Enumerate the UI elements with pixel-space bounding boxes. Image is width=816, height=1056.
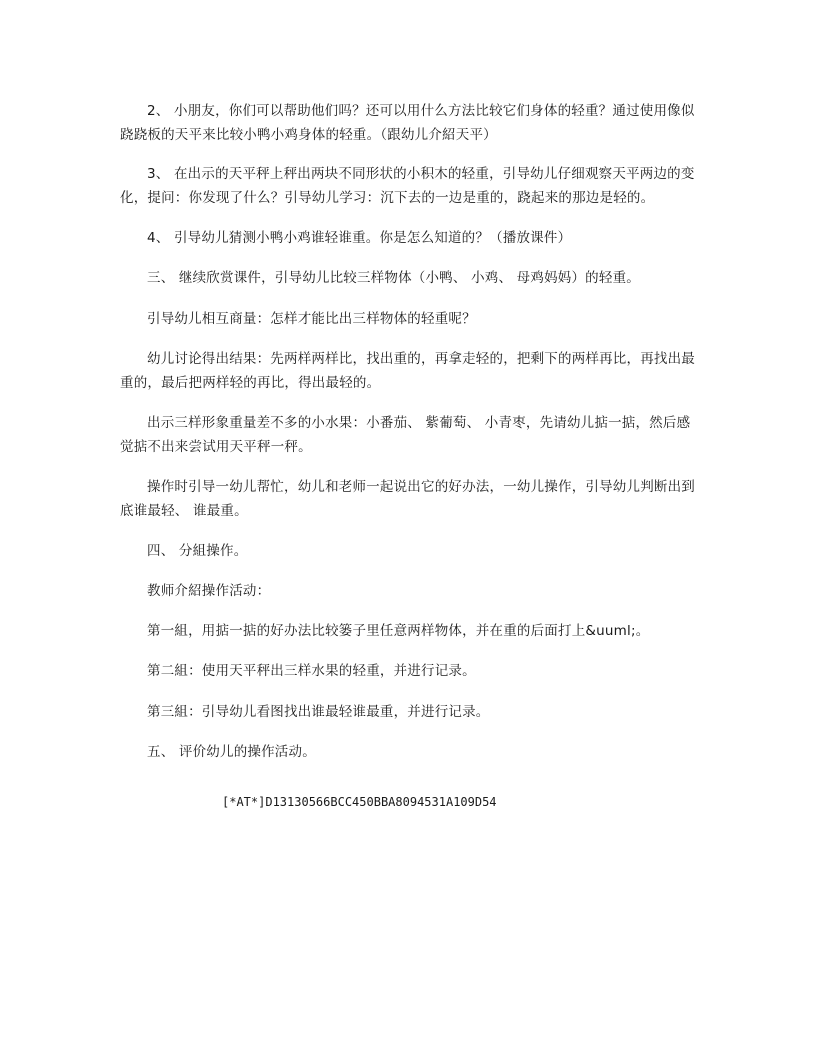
section-three-heading: 三、 继续欣赏课件，引导幼儿比较三样物体（小鸭、 小鸡、 母鸡妈妈）的轻重。 bbox=[147, 270, 640, 286]
section-five-heading: 五、 评价幼儿的操作活动。 bbox=[147, 744, 316, 760]
footer-document-code: [*AT*]D13130566BCC450BBA8094531A109D54 bbox=[222, 795, 497, 809]
paragraph-teacher-intro: 教师介紹操作活动： bbox=[147, 583, 271, 599]
paragraph-step-2: 2、 小朋友，你们可以帮助他们吗？还可以用什么方法比较它们身体的轻重？通过使用像似跷跷板的天平来比较小鸭小鸡身体的轻重。（跟幼儿介紹天平） bbox=[120, 103, 695, 143]
section-four-heading: 四、 分組操作。 bbox=[147, 543, 248, 559]
paragraph-group-one: 第一組，用掂一掂的好办法比较篓子里任意两样物体，并在重的后面打上&uuml;。 bbox=[147, 623, 650, 639]
paragraph-group-two: 第二組：使用天平秤出三样水果的轻重，并进行记录。 bbox=[147, 663, 476, 679]
paragraph-group-three: 第三組：引导幼儿看图找出谁最轻谁最重，并进行记录。 bbox=[147, 704, 490, 720]
paragraph-discussion-result: 幼儿讨论得出结果：先两样两样比，找出重的，再拿走轻的，把剩下的两样再比，再找出最重的，最后把两样轻的再比，得出最轻的。 bbox=[120, 351, 695, 391]
paragraph-step-4: 4、 引导幼儿猜测小鸭小鸡谁轻谁重。你是怎么知道的？（播放课件） bbox=[147, 230, 572, 246]
paragraph-operation: 操作时引导一幼儿帮忙，幼儿和老师一起说出它的好办法，一幼儿操作，引导幼儿判断出到底谁最轻、 谁最重。 bbox=[120, 479, 695, 519]
paragraph-fruit-demo: 出示三样形象重量差不多的小水果：小番茄、 紫葡萄、 小青枣，先请幼儿掂一掂，然后感觉掂不出来尝试用天平秤一秤。 bbox=[120, 415, 691, 455]
paragraph-step-3: 3、 在出示的天平秤上秤出两块不同形状的小积木的轻重，引导幼儿仔细观察天平两边的变化，提问：你发现了什么？引导幼儿学习：沉下去的一边是重的，跷起来的那边是轻的。 bbox=[120, 166, 695, 206]
paragraph-discussion-prompt: 引导幼儿相互商量：怎样才能比出三样物体的轻重呢？ bbox=[147, 311, 476, 327]
